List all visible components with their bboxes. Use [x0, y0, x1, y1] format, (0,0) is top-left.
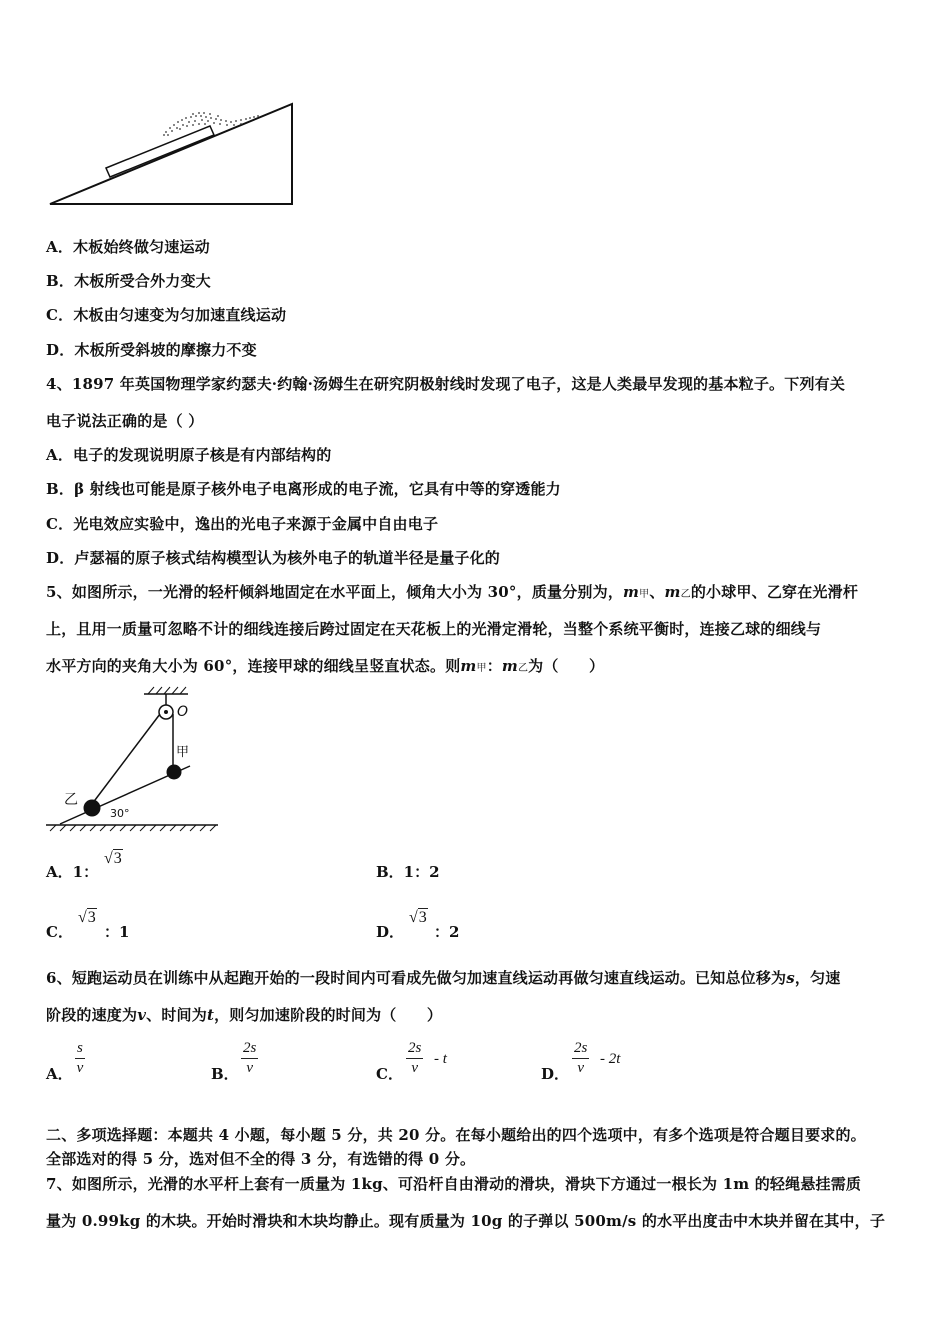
incline-plank-figure — [46, 98, 298, 208]
ratio-m-jia: m — [460, 657, 477, 675]
q6-stem-line1 — [46, 967, 841, 988]
q3-option-b[interactable]: B．木板所受合外力变大 — [46, 272, 211, 290]
q6-d-bar — [572, 1058, 589, 1059]
q5-option-d[interactable] — [376, 921, 404, 942]
q5-d-radicand: 3 — [418, 909, 427, 926]
q6-b-num: 2s — [243, 1040, 257, 1056]
q5-text-1b: 的小球甲、乙穿在光滑杆 — [690, 583, 859, 601]
q6-c-bar — [406, 1058, 423, 1059]
q4-option-b[interactable]: B．β 射线也可能是原子核外电子电离形成的电子流，它具有中等的穿透能力 — [46, 480, 561, 498]
q6-stem-line2 — [46, 1004, 442, 1025]
q6-c-fraction — [406, 1040, 423, 1077]
q6-b-den: v — [246, 1060, 253, 1076]
q5-c-tail: ：1 — [104, 923, 130, 941]
sub-yi: 乙 — [680, 589, 691, 600]
q6-text-2c: ，则匀加速阶段的时间为（ ） — [214, 1006, 443, 1024]
q6-c-den: v — [411, 1060, 418, 1076]
q6-text-2a: 阶段的速度为 — [46, 1006, 138, 1024]
q6-option-c[interactable]: C． — [376, 1065, 403, 1083]
plank — [106, 126, 214, 177]
q6-a-bar — [75, 1058, 85, 1059]
q6-b-bar — [241, 1058, 258, 1059]
q5-stem-line1 — [46, 581, 858, 602]
q6-v-symbol: v — [137, 1006, 147, 1024]
q6-option-a[interactable]: A． — [46, 1065, 73, 1083]
q6-d-fraction — [572, 1040, 589, 1077]
q5-c-sqrt: √3 — [78, 909, 96, 926]
pulley-axle — [164, 710, 168, 714]
q3-option-d[interactable]: D．木板所受斜坡的摩擦力不变 — [46, 341, 257, 359]
ground-hatch — [50, 825, 216, 831]
q4-option-d[interactable]: D．卢瑟福的原子核式结构模型认为核外电子的轨道半径是量子化的 — [46, 549, 501, 567]
pulley-rod-figure — [40, 686, 230, 832]
q6-b-fraction — [241, 1040, 258, 1077]
q5-separator: 、 — [649, 583, 665, 601]
q6-a-fraction — [75, 1040, 85, 1077]
q5-stem-line2: 上，且用一质量可忽略不计的细线连接后跨过固定在天花板上的光滑定滑轮，当整个系统平衡时，连接乙球的细线与 — [46, 620, 822, 638]
q5-a-radicand: 3 — [113, 850, 122, 867]
q6-a-den: v — [76, 1060, 84, 1076]
q5-option-b[interactable]: B．1：2 — [376, 863, 440, 881]
q6-s-symbol: s — [786, 969, 795, 987]
q6-a-num: s — [77, 1040, 83, 1056]
ceiling-hatch — [148, 687, 186, 694]
label-yi: 乙 — [64, 792, 78, 808]
q4-stem-line1: 4、1897 年英国物理学家约瑟夫·约翰·汤姆生在研究阴极射线时发现了电子，这是人类最早发现的基本粒子。下列有关 — [46, 375, 846, 393]
q7-stem-line2: 量为 0.99kg 的木块。开始时滑块和木块均静止。现有质量为 10g 的子弹以 500m/s 的水平出度击中木块并留在其中，子 — [46, 1212, 886, 1230]
q6-text-1b: ，匀速 — [794, 969, 841, 987]
q6-d-den: v — [577, 1060, 584, 1076]
label-jia: 甲 — [176, 745, 190, 760]
q6-d-num: 2s — [574, 1040, 588, 1056]
ball-jia — [167, 765, 182, 780]
q5-text-1a: 5、如图所示，一光滑的轻杆倾斜地固定在水平面上，倾角大小为 30°，质量分别为， — [46, 583, 624, 601]
q6-option-d[interactable]: D． — [541, 1065, 570, 1083]
ratio-sub-jia: 甲 — [476, 663, 487, 674]
ratio-m-yi: m — [501, 657, 518, 675]
label-o: O — [177, 704, 189, 720]
mass-symbol-yi: m — [664, 583, 681, 601]
q5-a-sqrt: √3 — [104, 850, 122, 867]
q5-option-c[interactable] — [46, 921, 73, 942]
q5-text-3a: 水平方向的夹角大小为 60°，连接甲球的细线呈竖直状态。则 — [46, 657, 461, 675]
q6-text-2b: 、时间为 — [146, 1006, 207, 1024]
incline-triangle — [50, 104, 292, 204]
section2-heading-line1: 二、多项选择题：本题共 4 小题，每小题 5 分，共 20 分。在每小题给出的四个选项中，有多个选项是符合题目要求的。 — [46, 1126, 866, 1144]
ratio-colon: ： — [486, 657, 502, 675]
q5-d-tail: ：2 — [434, 923, 460, 941]
sub-jia: 甲 — [639, 589, 650, 600]
q3-option-c[interactable]: C．木板由匀速变为匀加速直线运动 — [46, 306, 287, 324]
q6-option-b[interactable]: B． — [211, 1065, 239, 1083]
q6-c-num: 2s — [408, 1040, 422, 1056]
q3-option-a[interactable]: A．木板始终做匀速运动 — [46, 238, 210, 256]
q5-a-label: A．1： — [46, 863, 99, 881]
q7-stem-line1: 7、如图所示，光滑的水平杆上套有一质量为 1kg、可沿杆自由滑动的滑块，滑块下方通过一根长为 1m 的轻绳悬挂需质 — [46, 1175, 862, 1193]
q5-d-sqrt: √3 — [409, 909, 427, 926]
q5-c-label: C． — [46, 923, 73, 941]
q6-text-1a: 6、短跑运动员在训练中从起跑开始的一段时间内可看成先做匀加速直线运动再做匀速直线运动。已知总位移为 — [46, 969, 787, 987]
q5-text-3b: 为（ ） — [528, 657, 605, 675]
q5-c-radicand: 3 — [87, 909, 96, 926]
q4-option-a[interactable]: A．电子的发现说明原子核是有内部结构的 — [46, 446, 332, 464]
string-to-yi — [92, 714, 160, 804]
q6-d-tail: - 2t — [600, 1051, 621, 1067]
q5-d-label: D． — [376, 923, 405, 941]
q4-option-c[interactable]: C．光电效应实验中，逸出的光电子来源于金属中自由电子 — [46, 515, 439, 533]
q5-option-a[interactable] — [46, 861, 98, 882]
mass-symbol-jia: m — [623, 583, 640, 601]
ratio-sub-yi: 乙 — [517, 663, 529, 674]
q6-t-symbol: t — [206, 1006, 215, 1024]
q5-stem-line3 — [46, 655, 604, 676]
ball-yi — [84, 800, 101, 817]
q4-stem-line2: 电子说法正确的是（ ） — [46, 412, 204, 430]
section2-heading-line2: 全部选对的得 5 分，选对但不全的得 3 分，有选错的得 0 分。 — [46, 1150, 476, 1168]
q6-c-tail: - t — [434, 1051, 447, 1067]
label-angle: 30° — [110, 807, 130, 820]
